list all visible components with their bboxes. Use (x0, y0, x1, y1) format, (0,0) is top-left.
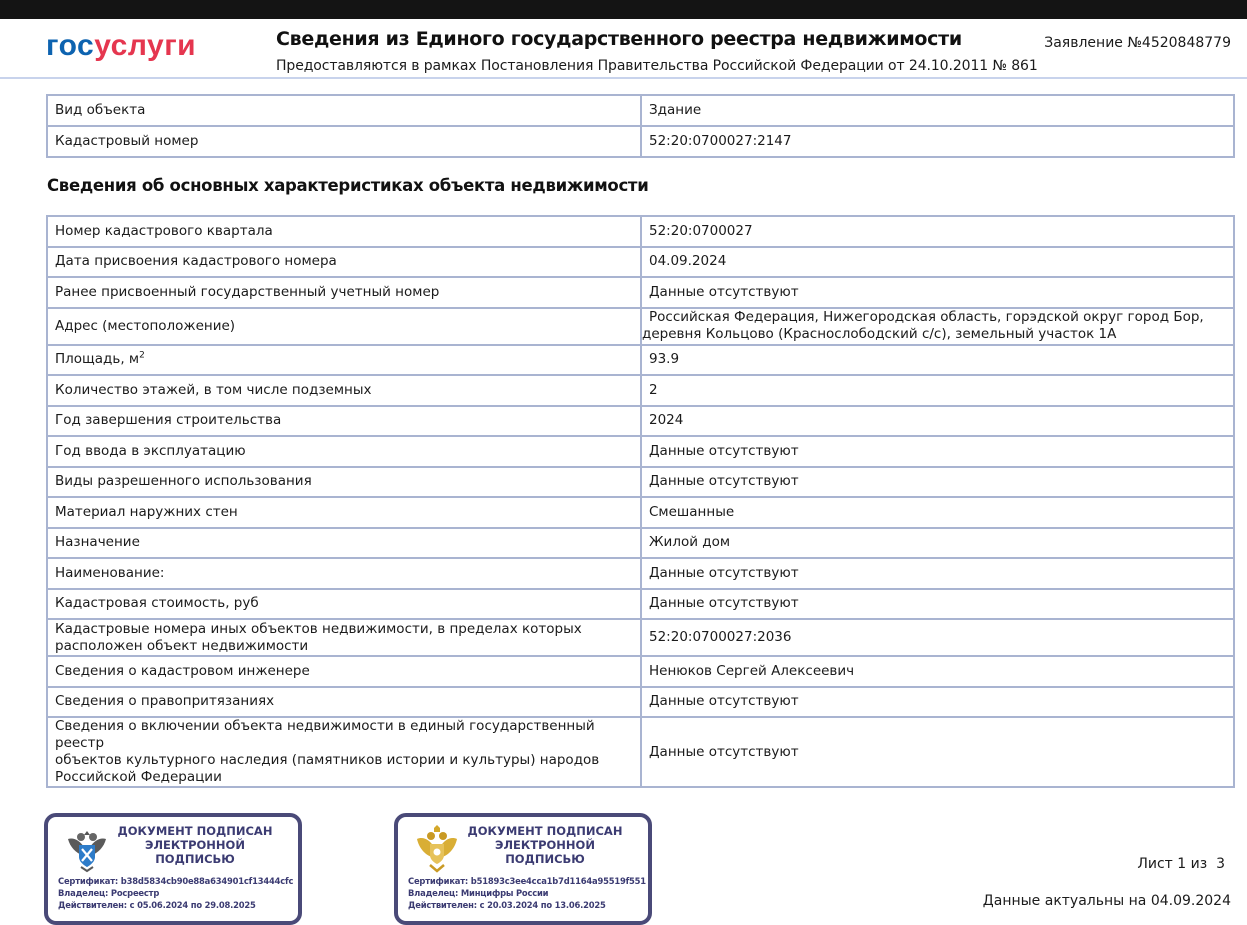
section-title: Сведения об основных характеристиках объекта недвижимости (47, 176, 649, 195)
table-row (47, 467, 1234, 498)
table-row (47, 558, 1234, 589)
key-line-3: Российской Федерации (55, 769, 222, 785)
stamp-validity: Действителен: с 20.03.2024 по 13.06.2025 (408, 900, 606, 910)
rosreestr-eagle-icon (64, 825, 110, 873)
document-subtitle: Предоставляются в рамках Постановления Правительства Российской Федерации от 24.10.2011 № 861 (276, 58, 1038, 74)
key-line-1: Сведения о включении объекта недвижимости в единый государственный реестр (55, 718, 595, 751)
row-key: Сведения о кадастровом инженере (47, 656, 641, 687)
row-key: Номер кадастрового квартала (47, 216, 641, 247)
row-value: Жилой дом (641, 528, 1234, 559)
table-row (47, 436, 1234, 467)
table-row (47, 687, 1234, 718)
page-number: Лист 1 из 3 (1137, 856, 1225, 872)
stamp-title (110, 824, 280, 866)
row-key: Виды разрешенного использования (47, 467, 641, 498)
table-row (47, 717, 1234, 787)
row-value: Данные отсутствуют (641, 277, 1234, 308)
data-actual-date: Данные актуальны на 04.09.2024 (982, 893, 1231, 909)
row-key: Сведения о правопритязаниях (47, 687, 641, 718)
row-value: 2 (641, 375, 1234, 406)
row-value: Данные отсутствуют (641, 589, 1234, 620)
row-value: Данные отсутствуют (641, 687, 1234, 718)
stamp-title-line: ДОКУМЕНТ ПОДПИСАН (117, 824, 273, 838)
row-value: Данные отсутствуют (641, 717, 1234, 787)
row-key: Адрес (местоположение) (47, 308, 641, 345)
table-row (47, 277, 1234, 308)
top-bar (0, 0, 1247, 19)
object-table (46, 94, 1235, 158)
row-value: Данные отсутствуют (641, 436, 1234, 467)
table-row (47, 619, 1234, 656)
key-line-2: расположен объект недвижимости (55, 637, 309, 654)
row-key: Кадастровая стоимость, руб (47, 589, 641, 620)
row-value: Данные отсутствуют (641, 558, 1234, 589)
row-key: Год ввода в эксплуатацию (47, 436, 641, 467)
stamp-title-line: ЭЛЕКТРОННОЙ (145, 838, 245, 852)
characteristics-table (46, 215, 1235, 788)
gosuslugi-logo (46, 29, 196, 63)
table-row (47, 497, 1234, 528)
table-row (47, 406, 1234, 437)
stamp-title-line: ПОДПИСЬЮ (155, 852, 235, 866)
logo-part-uslugi: услуги (94, 29, 197, 62)
row-value: 04.09.2024 (641, 247, 1234, 278)
table-row (47, 126, 1234, 157)
address-value (641, 308, 1234, 345)
stamp-validity: Действителен: с 05.06.2024 по 29.08.2025 (58, 900, 256, 910)
row-value: 93.9 (641, 345, 1234, 376)
row-key: Материал наружних стен (47, 497, 641, 528)
table-row (47, 247, 1234, 278)
stamp-info (408, 875, 646, 911)
table-row (47, 589, 1234, 620)
row-value: 2024 (641, 406, 1234, 437)
stamp-certificate: Сертификат: b51893c3ee4cca1b7d1164a95519f551 (408, 876, 646, 886)
document-header (0, 19, 1247, 79)
row-key: Назначение (47, 528, 641, 559)
row-key: Вид объекта (47, 95, 641, 126)
row-key: Кадастровый номер (47, 126, 641, 157)
area-label: Площадь, м (55, 351, 140, 368)
stamp-info (58, 875, 293, 911)
golden-eagle-icon (414, 825, 460, 873)
row-value: 52:20:0700027:2147 (641, 126, 1234, 157)
e-signature-stamp-mintsifry (394, 813, 652, 925)
key-line-2: объектов культурного наследия (памятников истории и культуры) народов (55, 752, 600, 768)
table-row (47, 216, 1234, 247)
area-unit-superscript: 2 (139, 350, 145, 361)
row-value: Здание (641, 95, 1234, 126)
row-key: Дата присвоения кадастрового номера (47, 247, 641, 278)
row-value: 52:20:0700027:2036 (641, 619, 1234, 656)
row-key (47, 345, 641, 376)
row-key: Год завершения строительства (47, 406, 641, 437)
table-row (47, 95, 1234, 126)
row-key: Наименование: (47, 558, 641, 589)
row-value: Данные отсутствуют (641, 467, 1234, 498)
address-line-1: Российская Федерация, Нижегородская область, горэдской округ город Бор, (649, 309, 1204, 325)
stamp-certificate: Сертификат: b38d5834cb90e88a634901cf13444cfc (58, 876, 294, 886)
e-signature-stamp-rosreestr (44, 813, 302, 925)
address-line-2: деревня Кольцово (Краснослободский с/с), земельный участок 1А (642, 326, 1117, 342)
request-number: Заявление №4520848779 (1044, 35, 1231, 51)
row-key: Ранее присвоенный государственный учетный номер (47, 277, 641, 308)
stamp-title-line: ДОКУМЕНТ ПОДПИСАН (467, 824, 623, 838)
row-value: Ненюков Сергей Алексеевич (641, 656, 1234, 687)
key-line-1: Кадастровые номера иных объектов недвижимости, в пределах которых (55, 620, 582, 637)
table-row (47, 375, 1234, 406)
stamp-title-line: ЭЛЕКТРОННОЙ (495, 838, 595, 852)
row-key (47, 717, 641, 787)
document-title: Сведения из Единого государственного реестра недвижимости (276, 28, 962, 50)
table-row (47, 345, 1234, 376)
logo-part-gos: гос (46, 29, 95, 62)
table-row (47, 656, 1234, 687)
row-key (47, 619, 641, 656)
stamp-owner: Владелец: Росреестр (58, 888, 160, 898)
stamp-title-line: ПОДПИСЬЮ (505, 852, 585, 866)
row-key: Количество этажей, в том числе подземных (47, 375, 641, 406)
stamp-owner: Владелец: Минцифры России (408, 888, 549, 898)
stamp-title (460, 824, 630, 866)
row-value: Смешанные (641, 497, 1234, 528)
table-row (47, 308, 1234, 345)
row-value: 52:20:0700027 (641, 216, 1234, 247)
table-row (47, 528, 1234, 559)
